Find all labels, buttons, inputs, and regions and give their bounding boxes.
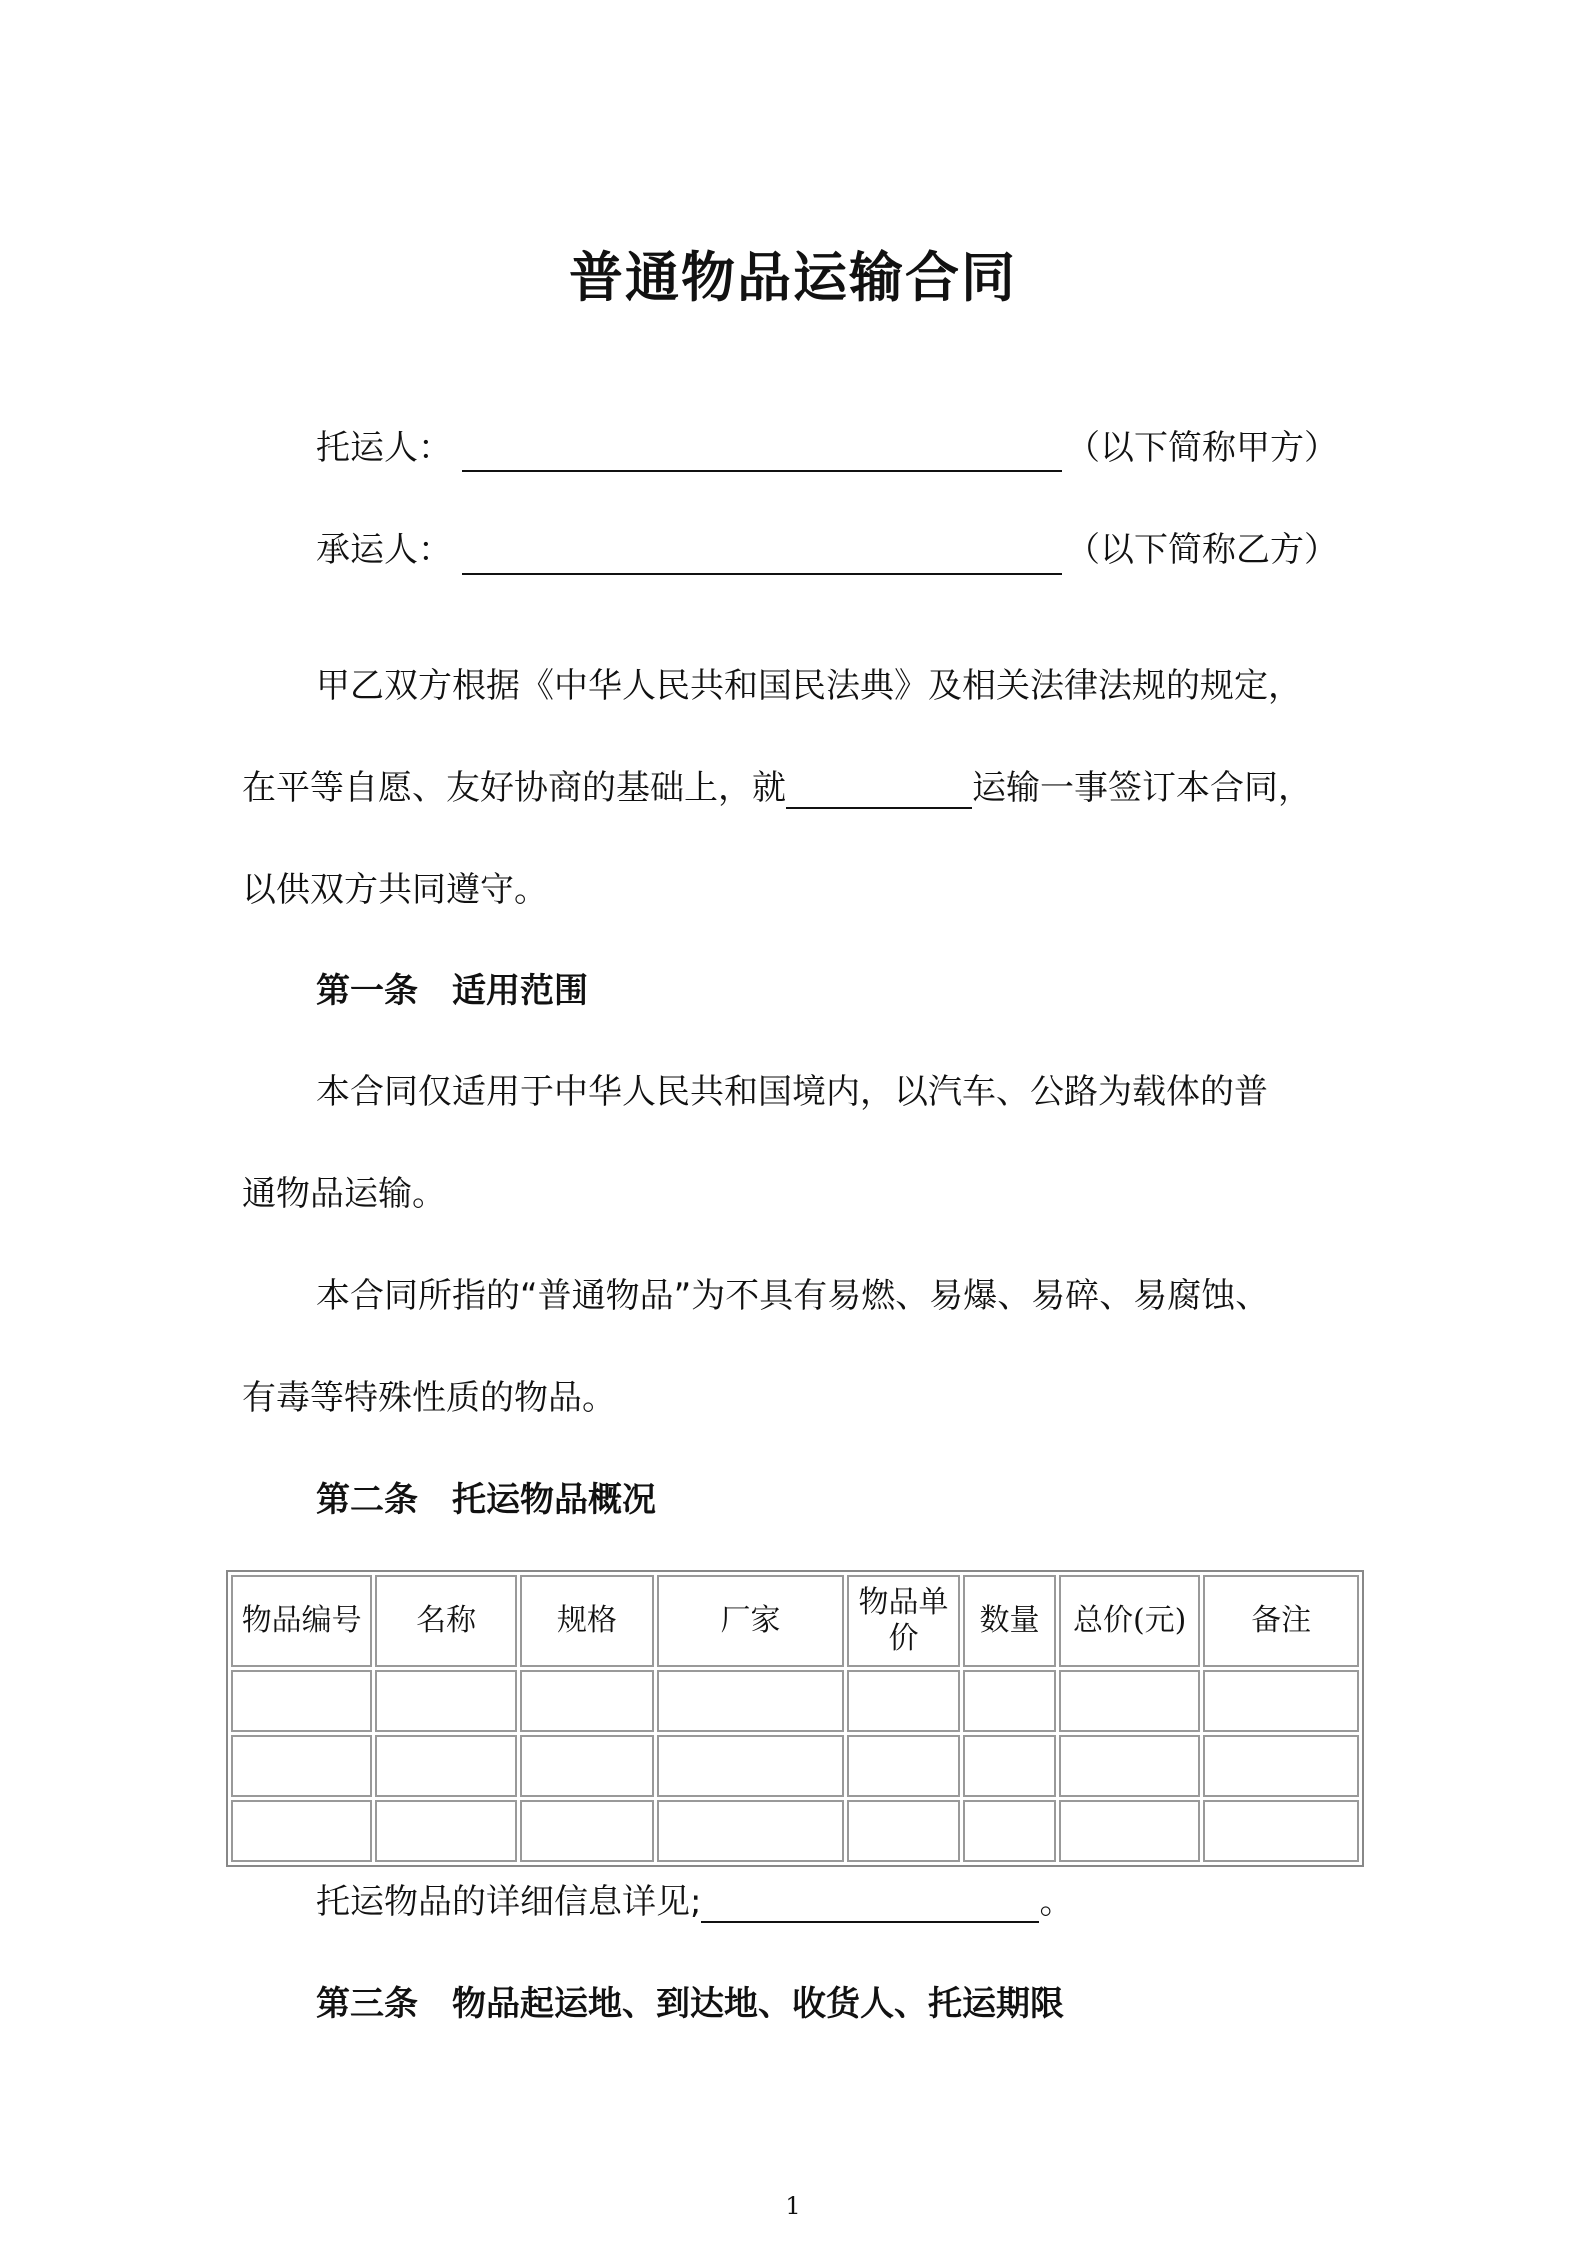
table-cell[interactable] xyxy=(1203,1800,1359,1862)
goods-table xyxy=(226,1570,1364,1867)
goods-detail-line xyxy=(316,1874,1073,1923)
table-cell[interactable] xyxy=(1059,1670,1200,1732)
document-title: 普通物品运输合同 xyxy=(569,246,1017,309)
table-header-cell: 物品编号 xyxy=(231,1575,372,1667)
table-cell[interactable] xyxy=(963,1670,1056,1732)
article-1-para-2-line-1: 本合同所指的“普通物品”为不具有易燃、易爆、易碎、易腐蚀、 xyxy=(316,1276,1270,1316)
table-cell[interactable] xyxy=(375,1735,516,1797)
table-cell[interactable] xyxy=(231,1735,372,1797)
table-cell[interactable] xyxy=(963,1800,1056,1862)
preamble-line-2-before: 在平等自愿、友好协商的基础上，就 xyxy=(242,768,786,808)
table-header-cell: 备注 xyxy=(1203,1575,1359,1667)
table-header-cell: 名称 xyxy=(375,1575,516,1667)
table-cell[interactable] xyxy=(520,1800,654,1862)
table-cell[interactable] xyxy=(520,1670,654,1732)
goods-detail-before: 托运物品的详细信息详见; xyxy=(316,1882,702,1922)
shipper-note: （以下简称甲方） xyxy=(1066,428,1338,468)
table-cell[interactable] xyxy=(847,1735,960,1797)
table-cell[interactable] xyxy=(375,1800,516,1862)
article-1-heading: 第一条 适用范围 xyxy=(316,971,588,1011)
goods-table-header-row xyxy=(231,1575,1359,1667)
table-header-cell: 总价(元) xyxy=(1059,1575,1200,1667)
article-3-heading: 第三条 物品起运地、到达地、收货人、托运期限 xyxy=(316,1984,1064,2024)
table-cell[interactable] xyxy=(1203,1735,1359,1797)
table-row xyxy=(231,1670,1359,1732)
table-cell[interactable] xyxy=(375,1670,516,1732)
carrier-label: 承运人： xyxy=(316,530,452,570)
table-cell[interactable] xyxy=(847,1670,960,1732)
table-cell[interactable] xyxy=(1059,1735,1200,1797)
page-number: 1 xyxy=(785,2192,801,2220)
table-header-cell: 数量 xyxy=(963,1575,1056,1667)
article-1-para-2-line-2: 有毒等特殊性质的物品。 xyxy=(242,1378,616,1418)
article-1-para-1-line-2: 通物品运输。 xyxy=(242,1174,446,1214)
table-cell[interactable] xyxy=(1059,1800,1200,1862)
shipper-label: 托运人： xyxy=(316,428,452,468)
table-row xyxy=(231,1735,1359,1797)
table-cell[interactable] xyxy=(847,1800,960,1862)
table-row xyxy=(231,1800,1359,1862)
carrier-name-blank[interactable] xyxy=(462,573,1062,575)
table-cell[interactable] xyxy=(231,1800,372,1862)
preamble-line-2-after: 运输一事签订本合同， xyxy=(972,768,1312,808)
table-header-cell: 规格 xyxy=(520,1575,654,1667)
article-1-para-1-line-1: 本合同仅适用于中华人民共和国境内，以汽车、公路为载体的普 xyxy=(316,1072,1268,1112)
article-2-heading: 第二条 托运物品概况 xyxy=(316,1480,656,1520)
unit-price-header-text: 物品单价 xyxy=(858,1585,949,1656)
goods-detail-after: 。 xyxy=(1039,1882,1074,1922)
transport-subject-blank[interactable] xyxy=(786,763,972,809)
preamble-line-1: 甲乙双方根据《中华人民共和国民法典》及相关法律法规的规定， xyxy=(316,666,1302,706)
preamble-line-3: 以供双方共同遵守。 xyxy=(242,870,548,910)
table-header-cell: 厂家 xyxy=(657,1575,844,1667)
table-cell[interactable] xyxy=(963,1735,1056,1797)
table-cell[interactable] xyxy=(657,1670,844,1732)
table-cell[interactable] xyxy=(520,1735,654,1797)
shipper-name-blank[interactable] xyxy=(462,470,1062,472)
table-cell[interactable] xyxy=(231,1670,372,1732)
table-header-cell xyxy=(847,1575,960,1667)
table-cell[interactable] xyxy=(657,1800,844,1862)
table-cell[interactable] xyxy=(657,1735,844,1797)
table-cell[interactable] xyxy=(1203,1670,1359,1732)
carrier-note: （以下简称乙方） xyxy=(1066,530,1338,570)
goods-detail-blank[interactable] xyxy=(701,1877,1039,1923)
preamble-line-2 xyxy=(242,760,1312,809)
